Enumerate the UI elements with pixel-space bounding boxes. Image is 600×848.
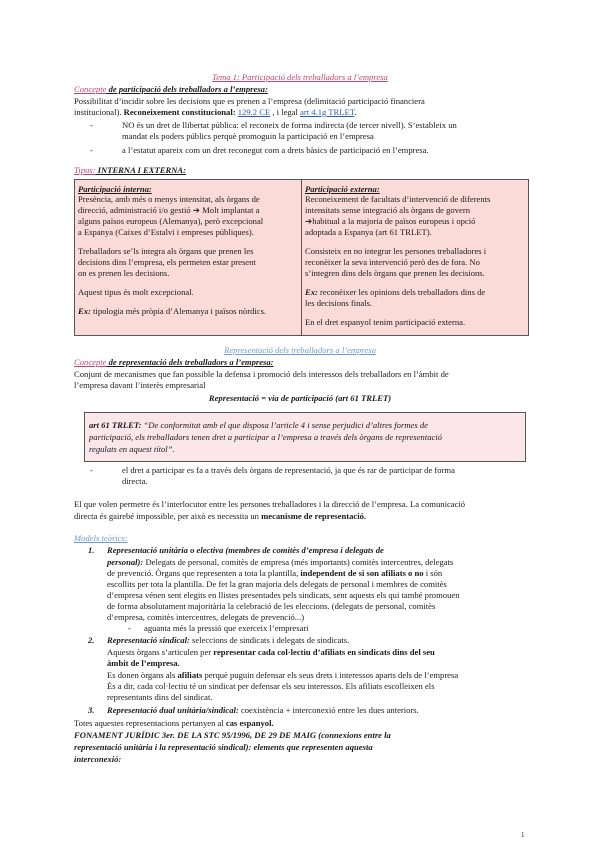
external-p4: En el dret espanyol tenim participació externa. [305,317,466,327]
model2-line3: Es donen òrgans als afiliats perquè puguin defensar els seus drets i interessos aparts dels de l’empresa [107,670,459,680]
internal-p2-l1: Treballadors se’ls integra als òrgans que prenen les [78,246,254,256]
participation-table [74,179,529,336]
concept2-heading: Concepte de representació dels treballadors a l’empresa: [74,357,274,367]
concept-heading: Concepte de participació dels treballadors a l’empresa: [74,84,268,94]
model1-line4: d’empresa vénen sent elegits en llistes presentades pels sindicats, sent aquests els qui també promouen [107,590,460,600]
model3-title: Representació dual unitària/sindical: coexistència + interconexió entre les dues anteriors. [107,705,419,715]
model1-line6: d’empresa, comitès intercentres, delegats de prevenció...) [107,612,305,622]
external-p1-l3: ➔habitual a la majoria de països europeus i opció [305,216,476,226]
model2-line1: Aquests òrgans s’articulen per representar cada col·lectiu d’afiliats en sindicats dins del seu [107,647,435,657]
types-heading: Tipus: INTERNA I EXTERNA: [74,165,186,175]
bullet-item: NO és un dret de llibertat pública: el reconeix de forma indirecta (de tercer nivell). S’estableix un [122,120,457,130]
internal-p1-l2: direcció, administració i/o gestió ➔ Molt implantat a [78,205,260,215]
internal-p1-l3: alguns països europeus (Alemanya), però excepcional [78,216,264,226]
fonament-line3: interconexió: [74,754,122,764]
model-number: 3. [88,705,95,715]
fonament-line1: FONAMENT JURÍDIC 3er. DE LA STC 95/1996, DE 29 DE MAIG (connexions entre la [74,730,391,740]
internal-p3: Aquest tipus és molt excepcional. [78,287,194,297]
link-ce[interactable]: 129.2 CE [237,107,271,117]
concept-paragraph-line2: institucional). Reconeixement constitucional: 129.2 CE , i legal art 4.1g TRLET. [74,107,357,117]
model2-line5: representants dins del sindicat. [107,692,213,702]
section-subtitle: Representació dels treballadors a l’empresa [224,345,376,355]
internal-column [75,180,302,335]
bullet-dash: - [90,145,93,155]
model-number: 2. [88,635,95,645]
external-p1-l2: intensitats sense integració als òrgans de govern [305,205,470,215]
external-p1-l4: adoptada a Espanya (art 61 TRLET). [305,227,432,237]
external-p2-l3: s’integren dins dels òrgans que prenen les decisions. [305,268,485,278]
quote-line3: regulats en aquest títol”. [89,444,175,454]
model1-line3: escollits per tota la plantilla. De fet la gran majoria dels delegats de personal i membres de comitès [107,579,447,589]
quote-line1: art 61 TRLET: “De conformitat amb el que disposa l’article 4 i sense perjudici d’altres formes de [89,420,428,430]
model1-line2: de prevenció. Òrgans que representen a tota la plantilla, independent de si son afiliats o no i són [107,568,443,578]
external-column [302,180,528,335]
bullet-dash: - [90,120,93,130]
art61-quote-box [84,412,526,462]
model1-subdash: - [128,623,131,633]
internal-example: Ex: tipologia més pròpia d’Alemanya i països nòrdics. [78,306,267,316]
model-number: 1. [88,545,95,555]
internal-p1-l1: Presència, amb més o menys intensitat, als òrgans de [78,194,260,204]
internal-p1-l4: a Espanya (Caixes d’Estalvi i empreses públiques). [78,227,254,237]
external-p2-l2: reconèixer la seva intervenció però des de fora. No [305,257,480,267]
model1-line5: de forma absolutament majoritària la celebració de les eleccions. (delegats de personal, comitès [107,601,436,611]
models-heading: Models teòrics: [74,533,128,543]
model2-line2: àmbit de l’empresa. [107,658,180,668]
fonament-line2: representació unitària i la representació sindical): elements que representen aquesta [74,742,373,752]
interlocutor-line2: directa és gairebé impossible, per això es necessita un mecanisme de representació. [74,511,367,521]
bullet-item-cont: mandat els poders públics perquè promoguin la participació en l’empresa [122,131,374,141]
bullet-dash: - [90,465,93,475]
representation-formula: Representació = via de participació (art 61 TRLET) [208,393,392,403]
concept-paragraph: Possibilitat d’incidir sobre les decisions que es prenen a l’empresa (delimitació participació financiera [74,96,425,106]
concept2-line1: Conjunt de mecanismes que fan possible la defensa i promoció dels interessos dels treballadors en l’àmbit de [74,369,449,379]
page-title: Tema 1: Participació dels treballadors a l’empresa [212,72,388,82]
external-heading: Participació externa: [305,184,380,194]
interlocutor-line1: El que volen permetre és l’interlocutor entre les persones treballadores i la direcció de l’empresa. La comunicació [74,499,466,509]
bullet-item: a l’estatut apareix com un dret reconegut com a drets bàsics de participació en l’empresa. [122,145,429,155]
external-example-cont: les decisions finals. [305,298,373,308]
bullet-item: el dret a participar es fa a través dels òrgans de representació, ja que és rar de participar de forma [122,465,455,475]
internal-p2-l2: decisions dins l’empresa, els permeten estar present [78,257,256,267]
model2-title: Representació sindical: seleccions de sindicats i delegats de sindicats. [107,635,350,645]
external-p1-l1: Reconeixement de facultats d’intervenció de diferents [305,194,491,204]
internal-heading: Participació interna: [78,184,152,194]
closing-line: Totes aquestes representacions pertanyen al cas espanyol. [74,718,274,728]
model2-line4: És a dir, cada col·lectiu té un sindicat per defensar els seu interessos. Els afiliats escolleixen els [107,681,435,691]
model1-line1: personal): Delegats de personal, comitès de empresa (més importants) comitès intercentres, delegats [107,557,454,567]
model1-title: Representació unitària o electiva (membres de comitès d’empresa i delegats de [107,545,384,555]
concept2-line2: l’empresa davant l’interès empresarial [74,380,206,390]
internal-p2-l3: on es prenen les decisions. [78,268,170,278]
model1-subitem: aguanta més la pressió que exerceix l’empresari [144,623,309,633]
external-example: Ex: reconèixer les opinions dels treballadors dins de [305,287,486,297]
page-number: 1 [521,831,525,839]
bullet-item-cont: directa. [122,476,148,486]
link-trlet[interactable]: art 4.1g TRLET [300,107,355,117]
external-p2-l1: Consisteix en no integrar les persones treballadores i [305,246,487,256]
quote-line2: participació, els treballadors tenen dret a participar a l’empresa a través dels òrgans de representació [89,432,443,442]
